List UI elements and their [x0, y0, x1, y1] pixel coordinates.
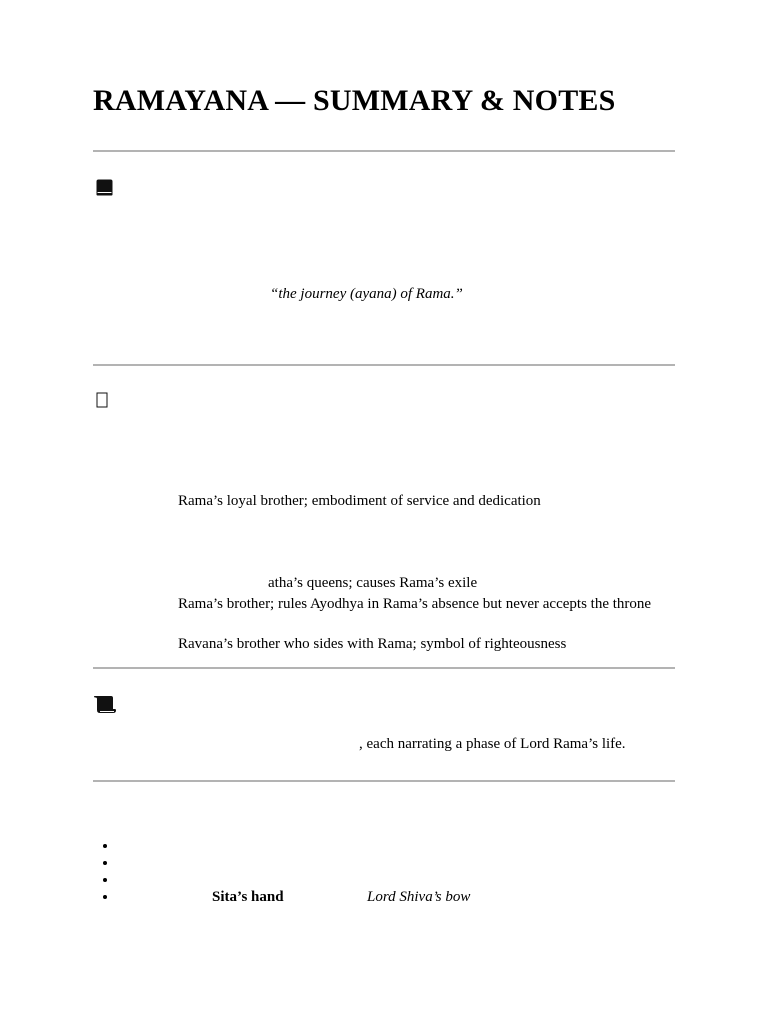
- list-item: [118, 872, 678, 889]
- scroll-icon: [93, 694, 117, 714]
- character-lakshmana-description: Rama’s loyal brother; embodiment of service and dedication: [178, 493, 541, 509]
- bold-phrase: • Sita’s hand: [212, 889, 284, 905]
- section-divider: [93, 150, 675, 152]
- list-item: [118, 855, 678, 872]
- list-item: [118, 838, 678, 855]
- section-divider: [93, 780, 675, 782]
- book-icon: [95, 178, 115, 198]
- character-vibhishana-description: Ravana’s brother who sides with Rama; symbol of righteousness: [178, 636, 567, 652]
- title-meaning-quote: “the journey (ayana) of Rama.”: [270, 286, 463, 302]
- empty-glyph-box-icon: [96, 392, 108, 408]
- event-list: [100, 838, 678, 906]
- list-item: [118, 889, 678, 906]
- character-bharata-description: Rama’s brother; rules Ayodhya in Rama’s absence but never accepts the throne: [178, 596, 652, 612]
- kanda-description: , each narrating a phase of Lord Rama’s life.: [359, 736, 626, 752]
- italic-phrase: Lord Shiva’s bow: [367, 889, 471, 905]
- section-divider: [93, 364, 675, 366]
- character-kaikeyi-description: atha’s queens; causes Rama’s exile: [268, 575, 478, 591]
- section-divider: [93, 667, 675, 669]
- page-title: RAMAYANA — SUMMARY & NOTES: [93, 84, 616, 117]
